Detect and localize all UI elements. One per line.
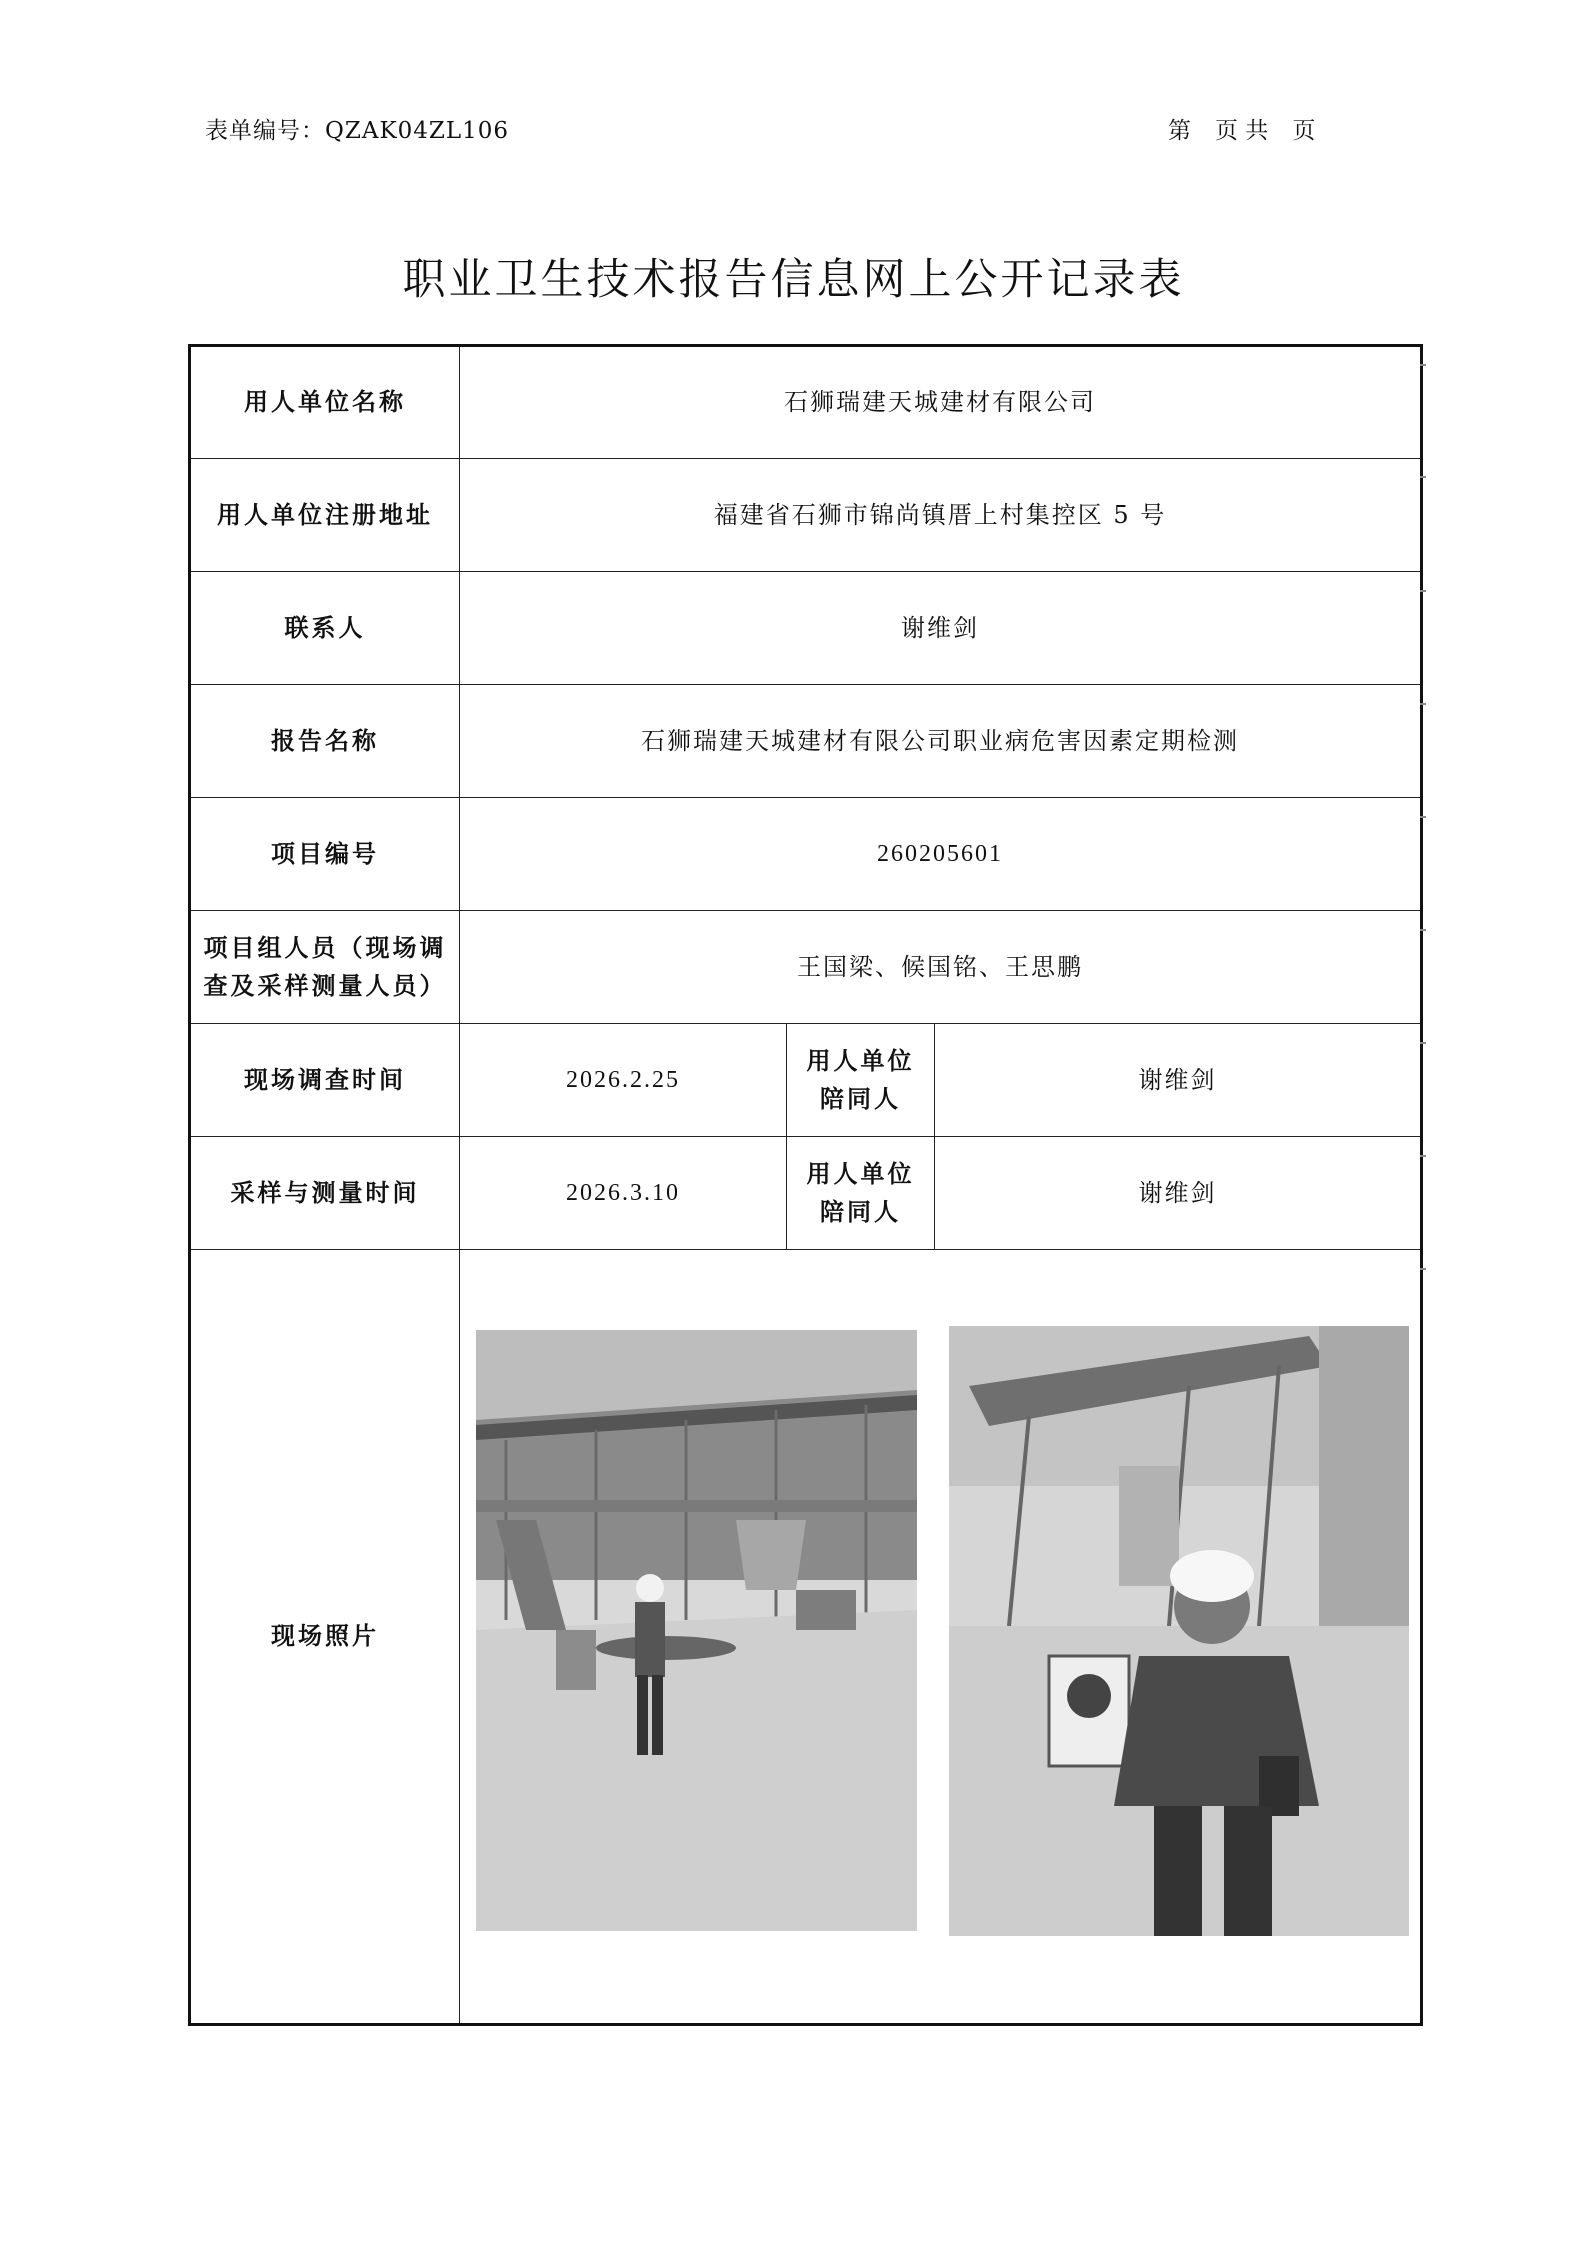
page-word-ye: 页 — [1292, 118, 1316, 144]
site-photo-worker-closeup — [949, 1326, 1409, 1936]
employer-address-value: 福建省石狮市锦尚镇厝上村集控区 5 号 — [460, 459, 1422, 572]
project-team-label-line2: 查及采样测量人员） — [203, 971, 447, 1000]
sampling-time-label: 采样与测量时间 — [190, 1137, 460, 1250]
document-title: 职业卫生技术报告信息网上公开记录表 — [402, 255, 1185, 305]
survey-escort-label-line1: 用人单位 — [806, 1045, 915, 1075]
form-number: 表单编号：QZAK04ZL106 — [205, 118, 510, 144]
row-site-photos — [190, 1250, 1422, 2025]
employer-name-label: 用人单位名称 — [190, 346, 460, 459]
margin-mark — [1420, 816, 1426, 818]
margin-mark — [1420, 929, 1426, 931]
margin-mark — [1420, 1155, 1426, 1157]
project-number-value: 260205601 — [460, 798, 1422, 911]
project-team-value: 王国梁、候国铭、王思鹏 — [460, 911, 1422, 1024]
page-indicator — [1168, 112, 1339, 145]
row-employer-address — [190, 459, 1422, 572]
report-name-label: 报告名称 — [190, 685, 460, 798]
sampling-escort-label-line1: 用人单位 — [806, 1158, 915, 1188]
site-photos-label: 现场照片 — [190, 1250, 460, 2025]
contact-label: 联系人 — [190, 572, 460, 685]
site-photo-workshop — [476, 1330, 917, 1931]
contact-value: 谢维剑 — [460, 572, 1422, 685]
margin-mark — [1420, 1042, 1426, 1044]
sampling-escort-label-line2: 陪同人 — [820, 1197, 901, 1226]
margin-mark — [1420, 703, 1426, 705]
margin-mark — [1420, 364, 1426, 366]
row-project-number — [190, 798, 1422, 911]
margin-mark — [1420, 476, 1426, 478]
survey-escort-value: 谢维剑 — [935, 1024, 1422, 1137]
row-contact — [190, 572, 1422, 685]
row-survey — [190, 1024, 1422, 1137]
site-photos-cell — [460, 1250, 1422, 2025]
page-word-ye-gong: 页 共 — [1215, 118, 1269, 144]
site-photos-container — [460, 1250, 1420, 2023]
survey-time-label: 现场调查时间 — [190, 1024, 460, 1137]
row-report-name — [190, 685, 1422, 798]
report-name-value: 石狮瑞建天城建材有限公司职业病危害因素定期检测 — [460, 685, 1422, 798]
sampling-escort-value: 谢维剑 — [935, 1137, 1422, 1250]
page-word-di: 第 — [1168, 118, 1191, 144]
row-project-team — [190, 911, 1422, 1024]
margin-mark — [1420, 590, 1426, 592]
project-number-label: 项目编号 — [190, 798, 460, 911]
project-team-label — [190, 911, 460, 1024]
sampling-time-value: 2026.3.10 — [460, 1137, 787, 1250]
sampling-escort-label — [787, 1137, 935, 1250]
margin-mark — [1420, 1268, 1426, 1270]
row-employer-name — [190, 346, 1422, 459]
survey-escort-label — [787, 1024, 935, 1137]
record-table — [188, 344, 1423, 2026]
survey-time-value: 2026.2.25 — [460, 1024, 787, 1137]
survey-escort-label-line2: 陪同人 — [820, 1084, 901, 1113]
employer-name-value: 石狮瑞建天城建材有限公司 — [460, 346, 1422, 459]
project-team-label-line1: 项目组人员（现场调 — [203, 932, 447, 962]
row-sampling — [190, 1137, 1422, 1250]
employer-address-label: 用人单位注册地址 — [190, 459, 460, 572]
